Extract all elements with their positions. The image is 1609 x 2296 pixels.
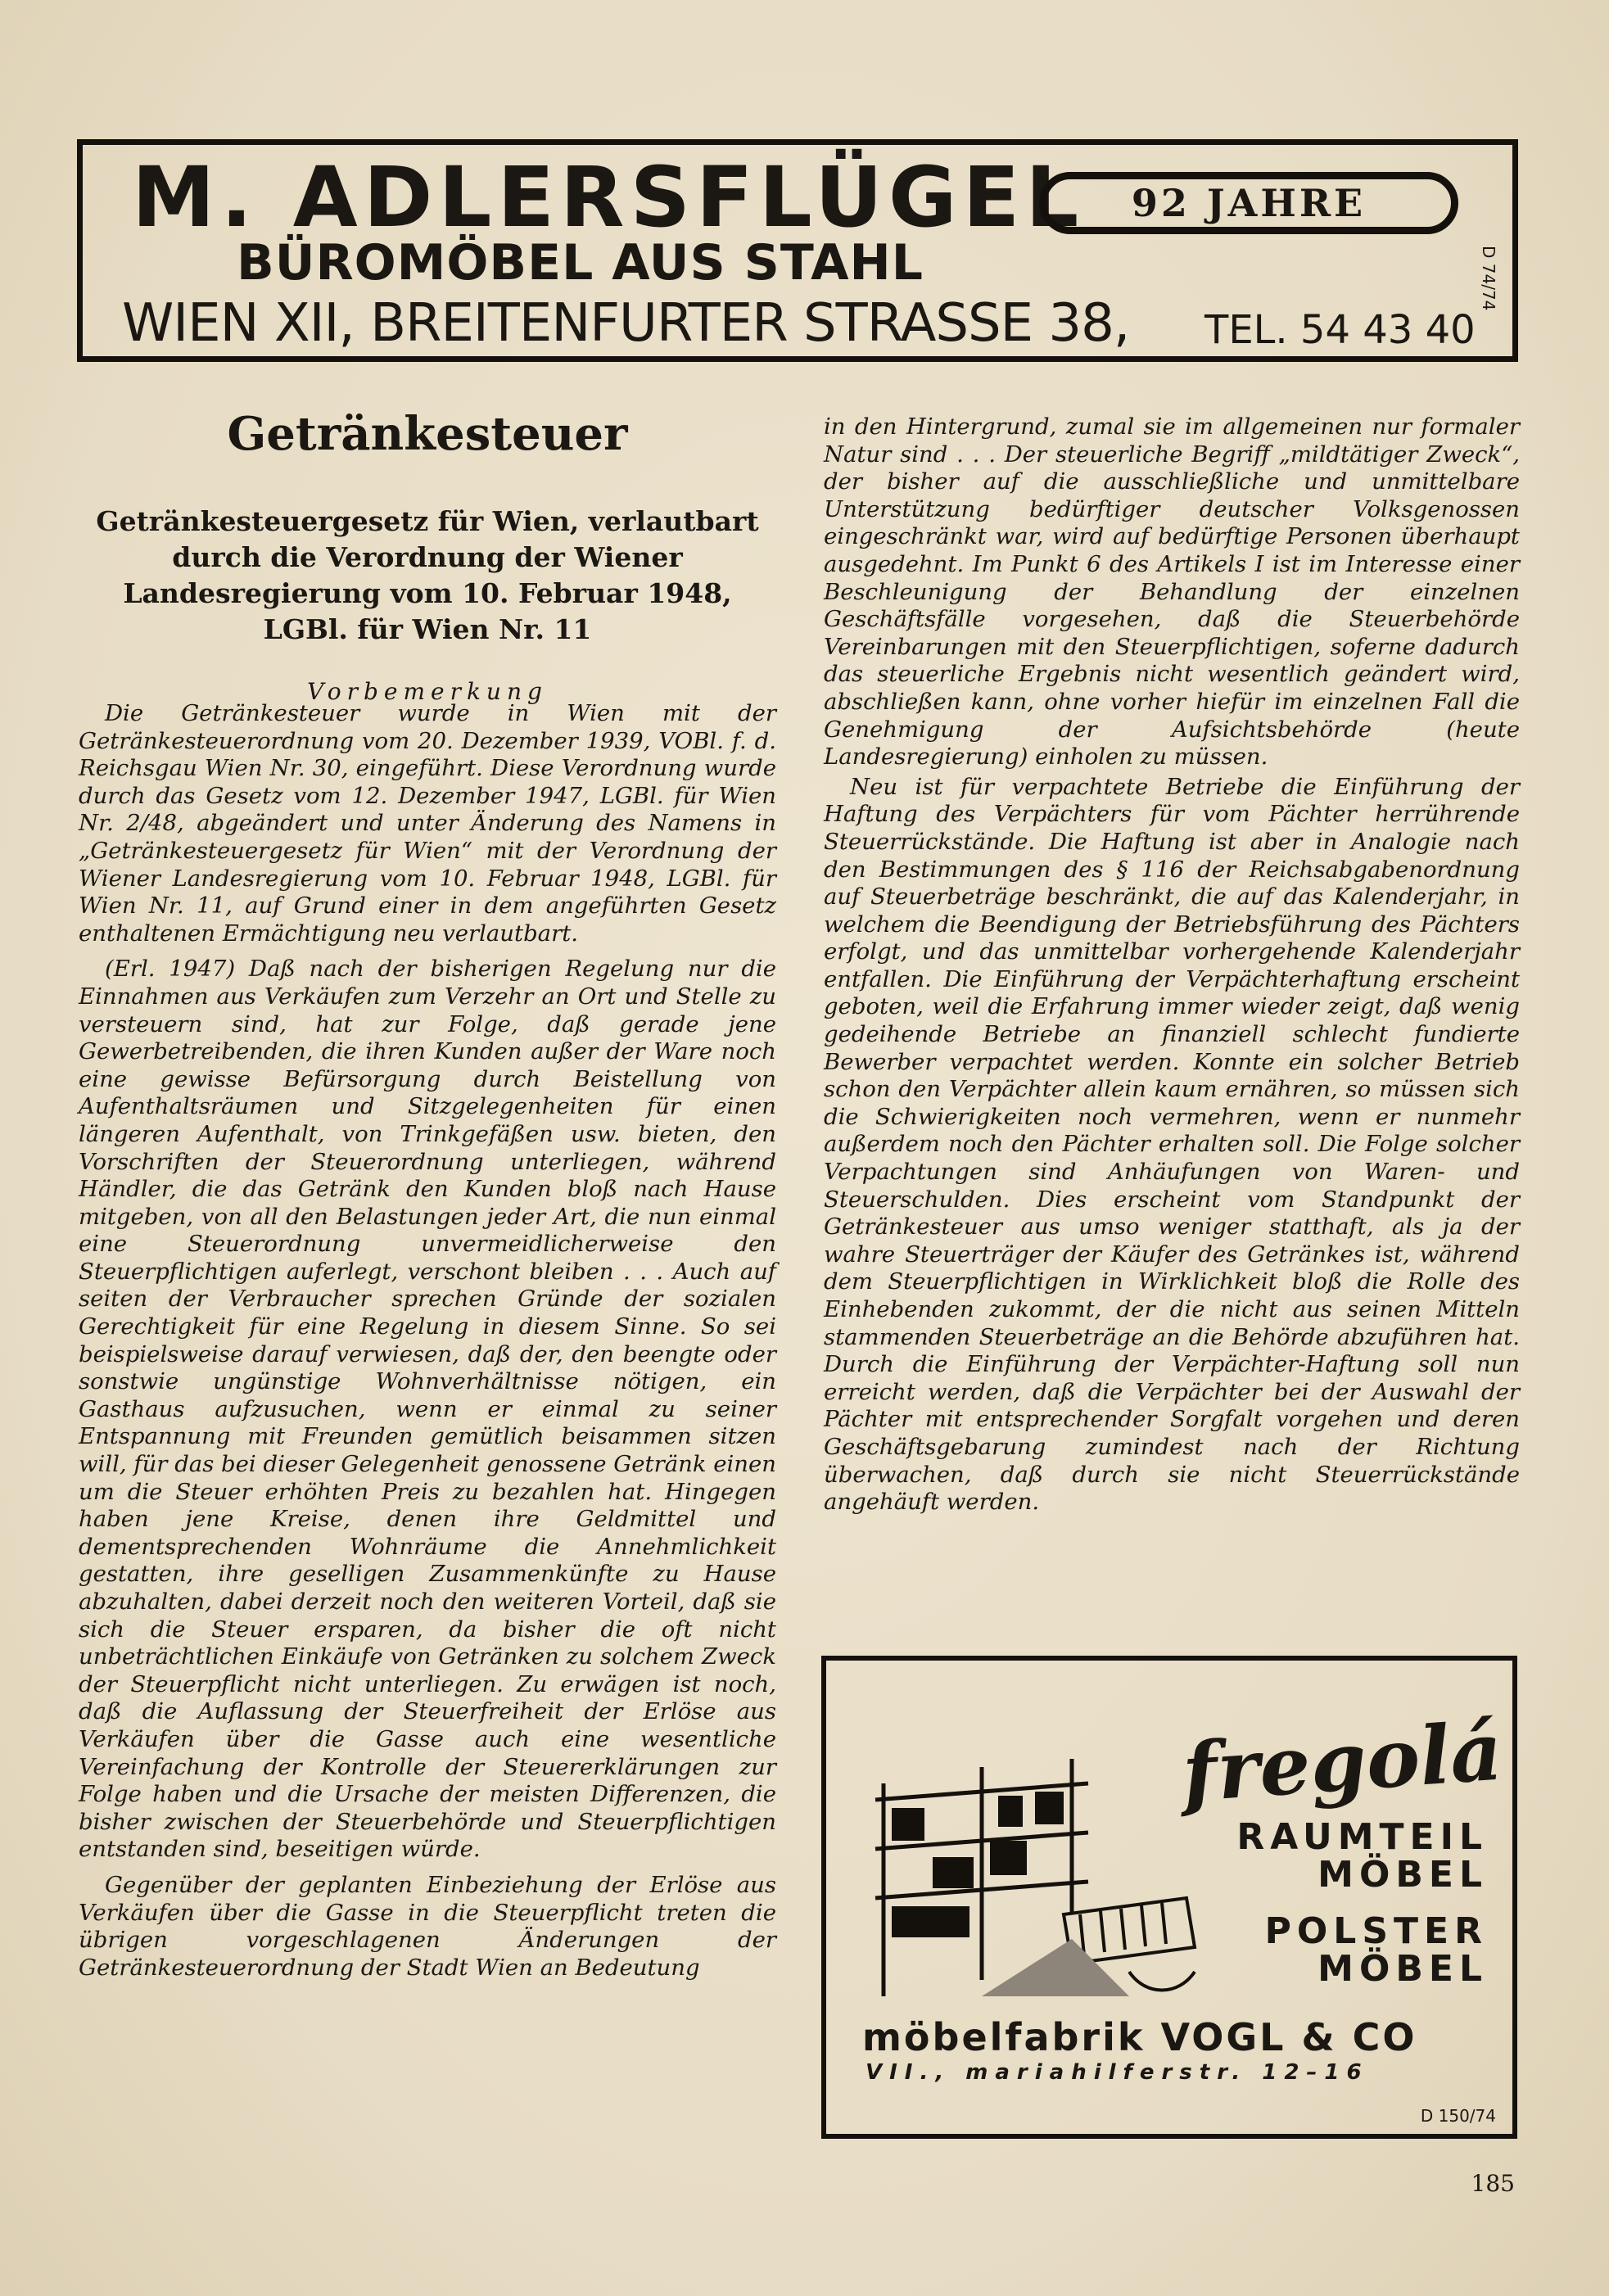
paragraph: Die Getränkesteuer wurde in Wien mit der Getränkesteuerordnung vom 20. Dezember 1939, VOBl. f. d. Reichsgau Wien Nr. 30, eingeführt. Diese Verordnung wurde durch das Gesetz vom 12. Dezember 1947, LGBl. für Wien Nr. 2/48, abgeändert und unter Änderung des Namens in „Getränkesteuergesetz für Wien“ mit der Verordnung der Wiener Landesregierung vom 10. Februar 1948, LGBl. für Wien Nr. 11, auf Grund einer in dem angeführten Gesetz enthaltenen Ermächtigung neu verlautbart.	[79, 700, 776, 947]
ad-company-name: M. ADLERSFLÜGEL	[132, 149, 1085, 246]
ad-manufacturer: möbelfabrik VOGL & CO	[862, 2015, 1417, 2059]
section-heading: Vorbemerkung	[307, 678, 548, 705]
ad-line-4: MÖBEL	[1317, 1948, 1488, 1990]
page-number: 185	[1471, 2170, 1515, 2197]
ad-manufacturer-address: VII., mariahilferstr. 12–16	[866, 2060, 1369, 2085]
paragraph: Gegenüber der geplanten Einbeziehung der Erlöse aus Verkäufen über die Gasse in die Steuerpflicht treten die übrigen vorgeschlagenen Änderungen der Getränkesteuerordnung der Stadt Wien an Bedeutung	[79, 1871, 776, 1981]
article-title: Getränkesteuer	[227, 407, 628, 461]
ad-line-2: MÖBEL	[1317, 1854, 1488, 1896]
ad-line-3: POLSTER	[1264, 1910, 1488, 1952]
paragraph: Neu ist für verpachtete Betriebe die Einführung der Haftung des Verpächters für vom Pächter herrührende Steuerrückstände. Die Haftung ist aber in Analogie nach den Bestimmungen des § 116 der Reichsabgabenordnung auf Steuerbeträge beschränkt, die auf das Kalenderjahr, in welchem die Beendigung der Betriebsführung des Pächters erfolgt, und das unmittelbar vorhergehende Kalenderjahr entfallen. Die Einführung der Verpächterhaftung erscheint geboten, weil die Erfahrung immer wieder zeigt, daß wenig gedeihende Betriebe an finanziell schlecht fundierte Bewerber verpachtet werden. Konnte ein solcher Betrieb schon den Verpächter allein kaum ernähren, so müssen sich die Schwierigkeiten noch vermehren, wenn er nunmehr außerdem noch den Pächter erhalten soll. Die Folge solcher Verpachtungen sind Anhäufungen von Waren- und Steuerschulden. Dies erscheint vom Standpunkt der Getränkesteuer aus umso weniger statthaft, als ja der wahre Steuerträger der Käufer des Getränkes ist, während dem Steuerpflichtigen in Wirklichkeit bloß die Rolle des Einhebenden zukommt, der die nicht aus seinen Mitteln stammenden Steuerbeträge an die Behörde abzuführen hat. Durch die Einführung der Verpächter-Haftung soll nun erreicht werden, daß die Verpächter bei der Auswahl der Pächter mit entsprechender Sorgfalt vorgehen und deren Geschäftsgebarung zumindest nach der Richtung überwachen, daß durch sie nicht Steuerrückstände angehäuft werden.	[824, 773, 1520, 1516]
furniture-illustration	[859, 1751, 1203, 2013]
ad-product-line: BÜROMÖBEL AUS STAHL	[237, 234, 924, 292]
left-column	[79, 700, 776, 1982]
ad-address: WIEN XII, BREITENFURTER STRASSE 38,	[122, 293, 1130, 354]
ad-reference-code: D 150/74	[1420, 2106, 1496, 2126]
paragraph: (Erl. 1947) Daß nach der bisherigen Regelung nur die Einnahmen aus Verkäufen zum Verzehr an Ort und Stelle zu versteuern sind, hat zur Folge, daß gerade jene Gewerbetreibenden, die ihren Kunden außer der Ware noch eine gewisse Befürsorgung durch Beistellung von Aufenthaltsräumen und Sitzgelegenheiten für einen längeren Aufenthalt, von Trinkgefäßen usw. bieten, den Vorschriften der Steuerordnung unterliegen, während Händler, die das Getränk den Kunden bloß nach Hause mitgeben, von all den Belastungen jeder Art, die nun einmal eine Steuerordnung unvermeidlicherweise den Steuerpflichtigen auferlegt, verschont bleiben . . . Auch auf seiten der Verbraucher sprechen Gründe der sozialen Gerechtigkeit für eine Regelung in diesem Sinne. So sei beispielsweise darauf verwiesen, daß der, den beengte oder sonstwie ungünstige Wohnverhältnisse nötigen, ein Gasthaus aufzusuchen, wenn er einmal zu seiner Entspannung mit Freunden gemütlich beisammen sitzen will, für das bei dieser Gelegenheit genossene Getränk einen um die Steuer erhöhten Preis zu bezahlen hat. Hingegen haben jene Kreise, denen ihre Geldmittel und dementsprechenden Wohnräume die Annehmlichkeit gestatten, ihre geselligen Zusammenkünfte zu Hause abzuhalten, dabei derzeit noch den weiteren Vorteil, daß sie sich die Steuer ersparen, da bisher die oft nicht unbeträchtlichen Einkäufe von Getränken zu solchem Zweck der Steuerpflicht nicht unterliegen. Zu erwägen ist noch, daß die Auflassung der Steuerfreiheit der Erlöse aus Verkäufen über die Gasse auch eine wesentliche Vereinfachung der Kontrolle der Steuererklärungen zur Folge haben und die Ursache der meisten Differenzen, die bisher zwischen der Steuerbehörde und Steuerpflichtigen entstanden sind, beseitigen würde.	[79, 956, 776, 1863]
ad-phone: TEL. 54 43 40	[1204, 307, 1476, 353]
paragraph: in den Hintergrund, zumal sie im allgemeinen nur formaler Natur sind . . . Der steuerliche Begriff „mildtätiger Zweck“, der bisher auf die ausschließliche und unmittelbare Unterstützung bedürftiger deutscher Volksgenossen eingeschränkt war, wird auf bedürftige Personen überhaupt ausgedehnt. Im Punkt 6 des Artikels I ist im Interesse einer Beschleunigung der Behandlung der einzelnen Geschäftsfälle vorgesehen, daß die Steuerbehörde Vereinbarungen mit den Steuerpflichtigen, soferne dadurch das steuerliche Ergebnis nicht wesentlich geändert wird, abschließen kann, ohne vorher hiefür im einzelnen Fall die Genehmigung der Aufsichtsbehörde (heute Landesregierung) einholen zu müssen.	[824, 414, 1520, 771]
ad-line-1: RAUMTEIL	[1236, 1816, 1488, 1858]
right-column	[824, 414, 1520, 1516]
top-advertisement	[77, 139, 1518, 362]
bottom-advertisement	[821, 1656, 1517, 2139]
article-subtitle: Getränkesteuergesetz für Wien, verlautbart durch die Verordnung der Wiener Landesregierung vom 10. Februar 1948, LGBl. für Wien Nr. 11	[96, 505, 759, 645]
ad-reference-code: D 74/74	[1479, 246, 1498, 311]
ad-brand-name: fregolá	[1179, 1704, 1506, 1821]
ad-years-badge: 92 JAHRE	[1039, 172, 1458, 234]
